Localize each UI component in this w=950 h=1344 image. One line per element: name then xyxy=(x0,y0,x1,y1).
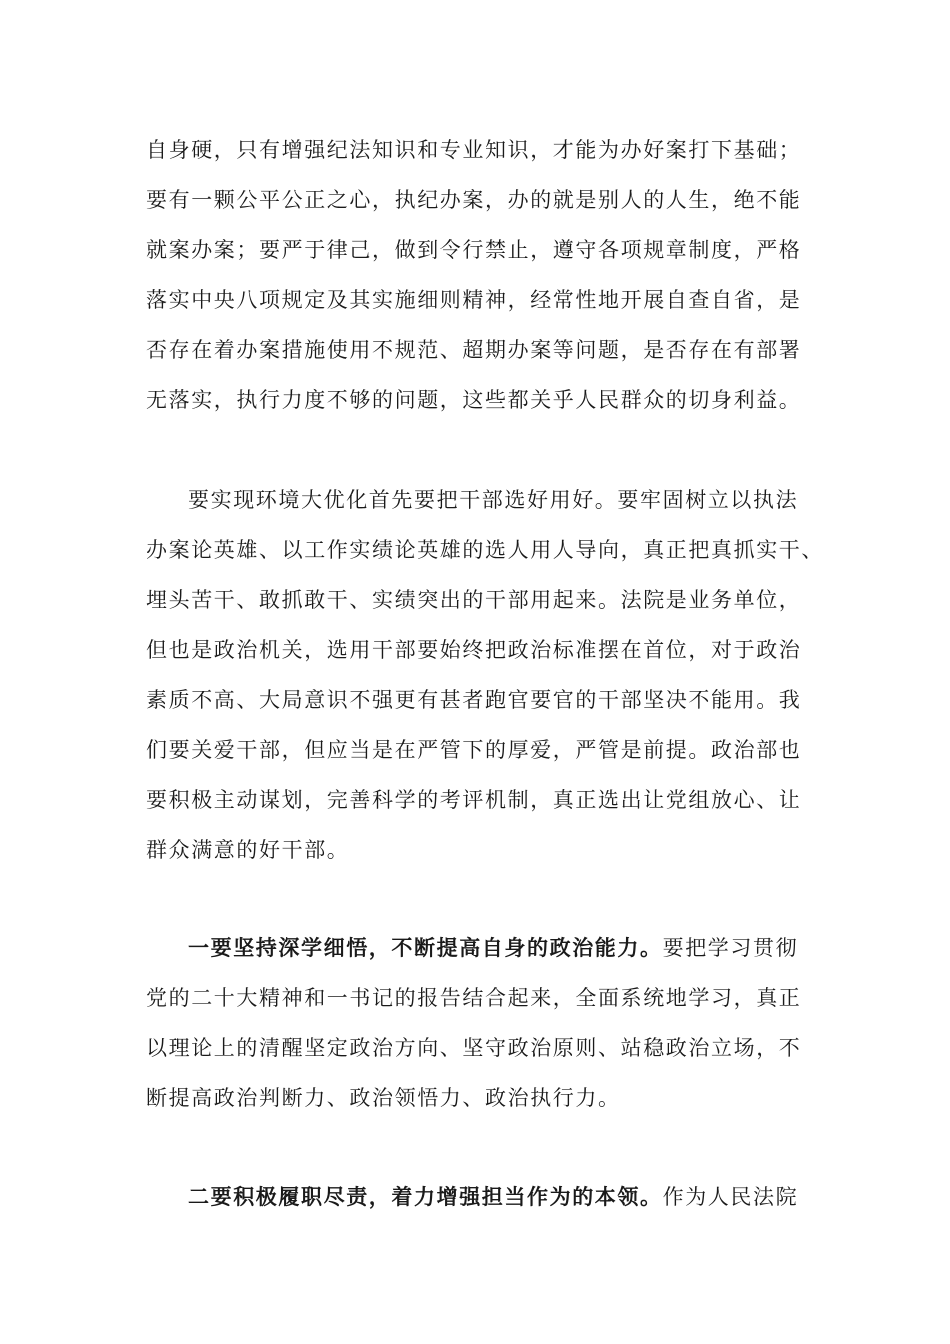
text-line: 办案论英雄、以工作实绩论英雄的选人用人导向，真正把真抓实干、 xyxy=(146,538,824,562)
text-line: 要有一颗公平公正之心，执纪办案，办的就是别人的人生，绝不能 xyxy=(146,188,802,212)
paragraph-first-line: 要实现环境大优化首先要把干部选好用好。要牢固树立以执法 xyxy=(188,488,799,512)
text-line: 群众满意的好干部。 xyxy=(146,838,350,862)
text-line: 党的二十大精神和一书记的报告结合起来，全面系统地学习，真正 xyxy=(146,986,802,1010)
text-line: 落实中央八项规定及其实施细则精神，经常性地开展自查自省，是 xyxy=(146,288,802,312)
bold-heading: 二要积极履职尽责，着力增强担当作为的本领。 xyxy=(188,1185,663,1209)
text-line: 要积极主动谋划，完善科学的考评机制，真正选出让党组放心、让 xyxy=(146,788,802,812)
text-line: 就案办案；要严于律己，做到令行禁止，遵守各项规章制度，严格 xyxy=(146,238,802,262)
text-run: 作为人民法院 xyxy=(662,1185,799,1209)
text-line: 埋头苦干、敢抓敢干、实绩突出的干部用起来。法院是业务单位， xyxy=(146,588,802,612)
text-line: 断提高政治判断力、政治领悟力、政治执行力。 xyxy=(146,1086,621,1110)
text-line: 自身硬，只有增强纪法知识和专业知识，才能为办好案打下基础； xyxy=(146,138,802,162)
paragraph-first-line xyxy=(188,933,798,963)
text-line: 否存在着办案措施使用不规范、超期办案等问题，是否存在有部署 xyxy=(146,338,802,362)
text-line: 无落实，执行力度不够的问题，这些都关乎人民群众的切身利益。 xyxy=(146,388,802,412)
bold-heading: 一要坚持深学细悟，不断提高自身的政治能力。 xyxy=(188,936,663,960)
text-line: 以理论上的清醒坚定政治方向、坚守政治原则、站稳政治立场，不 xyxy=(146,1036,802,1060)
text-run: 要把学习贯彻 xyxy=(662,936,799,960)
text-line: 素质不高、大局意识不强更有甚者跑官要官的干部坚决不能用。我 xyxy=(146,688,802,712)
paragraph-first-line xyxy=(188,1182,798,1212)
text-line: 们要关爱干部，但应当是在严管下的厚爱，严管是前提。政治部也 xyxy=(146,738,802,762)
text-line: 但也是政治机关，选用干部要始终把政治标准摆在首位，对于政治 xyxy=(146,638,802,662)
